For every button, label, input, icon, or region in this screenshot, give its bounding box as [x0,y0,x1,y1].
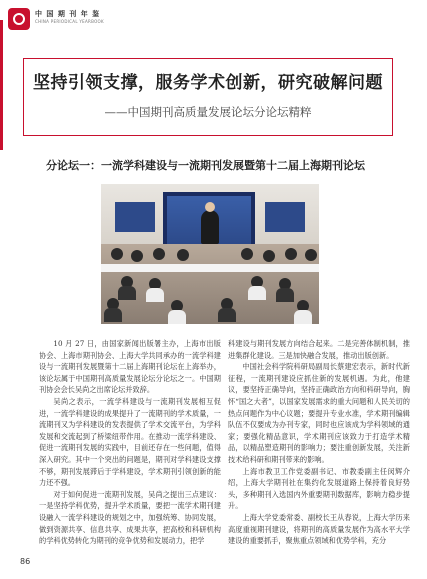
photo-side-screen-right [265,202,305,232]
photo-audience-row-3 [101,298,319,316]
photo-screen-inner [167,196,251,244]
title-box [23,58,393,136]
paragraph: 上海大学党委常委、副校长王从春说，上海大学历来高度重视期刊建设，将期刊的高质量发展作为高水平大学建设的重要抓手，聚焦重点领域和优势学科，充分 [228,512,410,546]
section-heading: 分论坛一：一流学科建设与一流期刊发展暨第十二届上海期刊论坛 [46,159,365,172]
paragraph: 对于如何促进一流期刊发展，吴尚之提出三点建议：一是坚持学科优势，提升学术质量，要把一流学术期刊建设融入一流学科建设的规划之中，加强统筹、协同发展，做到资源共享、信息共享、成果共享，把高校和科研机构的学科优势转化为期刊的竞争优势和发展动力，把学 [39,489,221,546]
forum-photo [101,184,319,324]
photo-speaker [201,210,219,244]
body-column-right [228,338,410,547]
brand-en: CHINA PERIODICAL YEARBOOK [35,19,104,24]
body-column-left [39,338,221,547]
page-number: 86 [20,557,31,566]
paragraph: 中国社会科学院科研局副局长蔡建宏表示，新时代新征程，一流期刊建设应抓住新的发展机遇。为此，他建议，要坚持正确导向，坚持正确政治方向和科研导向，胸怀“国之大者”，以国家发展需求的重大问题和人民关切的热点问题作为中心议题；要提升专业水准，学术期刊编辑队伍不仅要成为办刊专家，同时也应该成为学科领域的通家；要强化精品意识，学术期刊应该致力于打造学术精品，以精品塑造期刊的影响力；要注重创新发展，关注新技术给科研和期刊带来的影响。 [228,362,410,464]
logo-icon [8,8,30,30]
paragraph: 吴尚之表示，一流学科建设与一流期刊发展相互促进，一流学科建设的成果提升了一流期刊的学术质量，一流期刊又为学科建设的发表提供了学术交流平台，为学科发展和交流起到了桥梁纽带作用。在推动一流学科建设、促进一流期刊发展的实践中，目前还存在一些问题，值得深入研究。其中一个突出的问题是，期刊对学科建设支撑不够，期刊发展滞后于学科建设，学术期刊引领创新的能力还不强。 [39,396,221,488]
photo-main-screen [163,192,255,248]
photo-audience-row-2 [101,276,319,294]
running-header [8,6,158,36]
paragraph: 10 月 27 日，由国家新闻出版署主办，上海市出版协会、上海市期刊协会、上海大学共同承办的一流学科建设与一流期刊发展暨第十二届上海期刊论坛在上海举办，该论坛属于中国期刊高质量发展论坛分论坛之一。中国期刊协会会长吴尚之出席论坛并致辞。 [39,339,221,395]
paragraph: 科建设与期刊发展方向结合起来。二是完善体制机制，推进集群化建设。三是加快融合发展，推动出版创新。 [228,339,410,360]
red-side-strip [0,20,3,150]
brand-cn: 中 国 期 刊 年 鉴 [35,10,101,18]
photo-side-screen-left [115,202,155,232]
photo-table-1 [101,264,319,272]
paragraph: 上海市教卫工作党委副书记、市教委副主任闵辉介绍，上海大学期刊社在集约化发展道路上保持着良好势头，多种期刊入选国内外重要期刊数据库，影响力稳步提升。 [228,466,410,511]
main-title: 坚持引领支撑，服务学术创新，研究破解问题 [33,73,383,93]
sub-title: ——中国期刊高质量发展论坛分论坛精粹 [104,105,312,119]
